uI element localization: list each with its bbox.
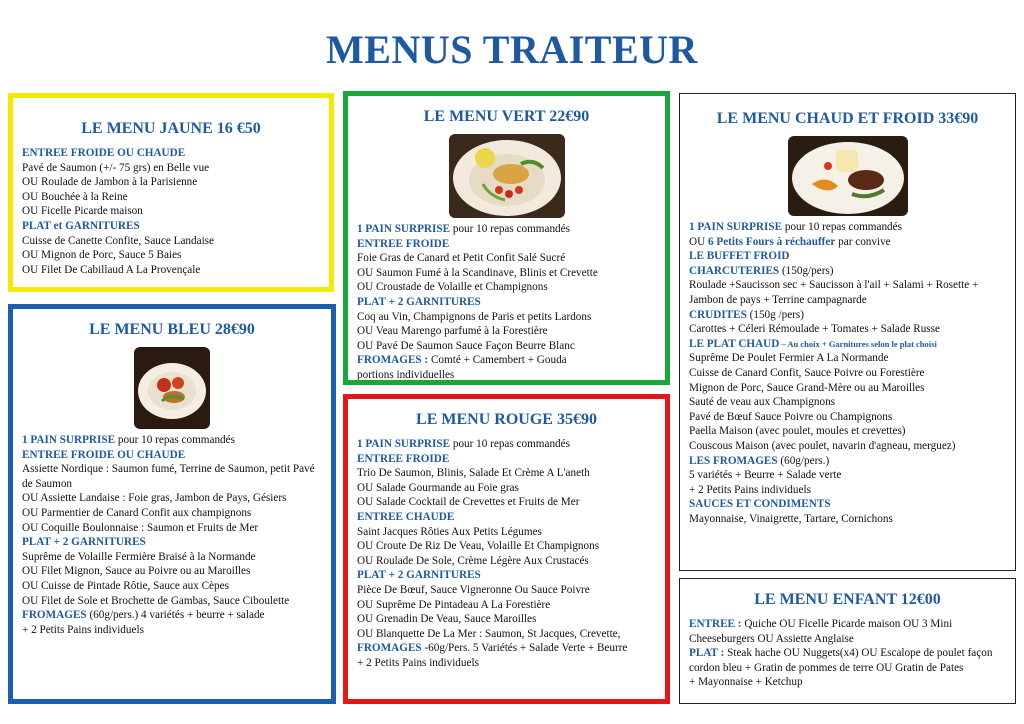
menu-rouge-title: LE MENU ROUGE 35€90: [416, 411, 597, 428]
menu-line: [22, 564, 322, 579]
line-text: Pavé de Saumon (+/- 75 grs) en Belle vue: [22, 161, 210, 174]
menu-line: [357, 280, 656, 295]
line-text: (60g/pers.): [777, 454, 830, 467]
line-text: OU Filet de Sole et Brochette de Gambas, Sauce Ciboulette: [22, 594, 290, 607]
line-text: OU Veau Marengo parfumé à la Forestière: [357, 325, 548, 338]
line-text: ENTREE FROIDE: [357, 452, 450, 465]
menu-vert-lines: [357, 222, 656, 383]
menu-jaune-lines: [22, 146, 320, 277]
menu-line: [357, 612, 656, 627]
menu-vert-title: LE MENU VERT 22€90: [423, 108, 590, 125]
menu-rouge-box: [343, 394, 670, 704]
line-text: OU Mignon de Porc, Sauce 5 Baies: [22, 249, 182, 262]
line-text: PLAT + 2 GARNITURES: [22, 536, 146, 549]
dish-photo-vert: [449, 134, 565, 218]
line-heading: PLAT :: [689, 647, 725, 660]
menu-line: [22, 608, 322, 623]
line-text: (150g/pers): [779, 264, 834, 277]
menu-bleu-lines: [22, 433, 322, 637]
menu-line: [689, 617, 1006, 646]
line-text: OU Parmentier de Canard Confit aux champignons: [22, 506, 252, 519]
menu-line: [357, 295, 656, 310]
line-text: OU Croute De Riz De Veau, Volaille Et Champignons: [357, 540, 600, 553]
menu-line: [689, 646, 1006, 675]
dish-photo-bleu: [134, 347, 210, 429]
menu-enfant-title: LE MENU ENFANT 12€00: [754, 591, 941, 608]
menu-line: [689, 395, 1006, 410]
menu-line: [689, 410, 1006, 425]
line-text: Comté + Camembert + Gouda: [428, 354, 567, 367]
line-heading: ENTREE :: [689, 618, 742, 630]
menu-bleu-box: [8, 304, 336, 704]
menu-line: [22, 623, 322, 638]
menu-line: [689, 439, 1006, 454]
line-text: Cuisse de Canard Confit, Sauce Poivre ou Forestière: [689, 366, 925, 379]
line-heading: 6 Petits Fours à réchauffer: [707, 235, 836, 248]
line-text: OU Roulade de Jambon à la Parisienne: [22, 176, 198, 189]
line-text: + Mayonnaise + Ketchup: [689, 676, 803, 689]
menu-line: [22, 219, 320, 234]
menu-line: [357, 324, 656, 339]
menu-line: [689, 366, 1006, 381]
line-text: Carottes + Céleri Rémoulade + Tomates + Salade Russe: [689, 323, 940, 336]
menu-enfant-lines: [689, 617, 1006, 690]
line-text: Coq au Vin, Champignons de Paris et petits Lardons: [357, 310, 592, 323]
line-text: 5 variétés + Beurre + Salade verte: [689, 469, 842, 482]
menu-line: [22, 491, 322, 506]
line-text: OU Coquille Boulonnaise : Saumon et Fruits de Mer: [22, 521, 259, 534]
line-heading: 1 PAIN SURPRISE: [357, 438, 451, 450]
line-text: ENTREE FROIDE: [357, 237, 450, 250]
menu-line: [357, 510, 656, 525]
menu-chaud-froid-box: [679, 93, 1016, 571]
menu-line: [22, 190, 320, 205]
page-title: MENUS TRAITEUR: [326, 27, 698, 72]
line-heading: 1 PAIN SURPRISE: [22, 434, 116, 446]
menu-line: [689, 512, 1006, 527]
line-heading: 1 PAIN SURPRISE: [357, 223, 451, 235]
menu-line: [689, 235, 1006, 250]
line-text: Suprême de Volaille Fermière Braisé à la Normande: [22, 550, 256, 563]
line-text: OU Grenadin De Veau, Sauce Maroilles: [357, 613, 537, 626]
line-text: ENTREE FROIDE OU CHAUDE: [22, 147, 186, 159]
menu-line: [22, 263, 320, 278]
line-text: OU Cuisse de Pintade Rôtie, Sauce aux Cèpes: [22, 579, 229, 592]
menu-jaune-box: [8, 93, 334, 292]
menu-vert-box: [343, 91, 670, 385]
line-text: OU Roulade De Sole, Crème Légère Aux Crustacés: [357, 554, 589, 567]
menu-line: [689, 278, 1006, 307]
menu-line: [357, 368, 656, 383]
line-text: OU Salade Gourmande au Foie gras: [357, 481, 519, 494]
menu-line: [689, 337, 1006, 352]
dish-photo-chaud-froid: [788, 136, 908, 216]
menu-line: [22, 462, 322, 491]
menu-line: [689, 424, 1006, 439]
line-text: Quiche OU Ficelle Picarde maison OU 3 Mini Cheeseburgers OU Assiette Anglaise: [689, 618, 953, 645]
menu-line: [22, 234, 320, 249]
menu-line: [689, 249, 1006, 264]
line-text: Couscous Maison (avec poulet, navarin d'agneau, merguez): [689, 439, 956, 452]
menu-line: [689, 381, 1006, 396]
line-text: pour 10 repas commandés: [450, 438, 570, 450]
menu-rouge-lines: [357, 437, 656, 671]
line-text: Pavé de Bœuf Sauce Poivre ou Champignons: [689, 410, 893, 423]
menu-line: [22, 175, 320, 190]
line-text: OU Filet Mignon, Sauce au Poivre ou au Maroilles: [22, 565, 251, 578]
line-text: PLAT + 2 GARNITURES: [357, 295, 481, 308]
menu-bleu-title: LE MENU BLEU 28€90: [89, 321, 255, 338]
line-text: pour 10 repas commandés: [115, 434, 235, 446]
menu-line: [357, 237, 656, 252]
menu-line: [22, 550, 322, 565]
line-text: OU Saumon Fumé à la Scandinave, Blinis et Crevette: [357, 266, 598, 279]
line-text: Saint Jacques Rôties Aux Petits Légumes: [357, 525, 542, 538]
line-text: PLAT + 2 GARNITURES: [357, 569, 481, 582]
line-text: Roulade +Saucisson sec + Saucisson à l'ail + Salami + Rosette + Jambon de pays + Terrine campagnarde: [689, 279, 979, 306]
line-text: (60g/pers.) 4 variétés + beurre + salade: [86, 609, 265, 622]
menu-line: [357, 568, 656, 583]
menu-line: [357, 222, 656, 237]
menu-line: [689, 675, 1006, 690]
line-text: Trio De Saumon, Blinis, Salade Et Crème A L'aneth: [357, 467, 590, 480]
menu-line: [357, 583, 656, 598]
menu-line: [689, 483, 1006, 498]
menu-line: [357, 525, 656, 540]
menu-line: [689, 351, 1006, 366]
line-text: LE BUFFET FROID: [689, 250, 790, 263]
line-heading: LES FROMAGES: [689, 454, 778, 467]
line-text: + 2 Petits Pains individuels: [357, 656, 479, 669]
menu-line: [689, 308, 1006, 323]
line-text: SAUCES ET CONDIMENTS: [689, 498, 831, 511]
menu-line: [357, 641, 656, 656]
line-heading: CRUDITES: [689, 308, 747, 321]
menu-line: [689, 322, 1006, 337]
menu-line: [22, 579, 322, 594]
menu-chaud-froid-title: LE MENU CHAUD ET FROID 33€90: [716, 110, 979, 127]
line-text: par convive: [835, 235, 891, 248]
line-text: OU Bouchée à la Reine: [22, 190, 128, 203]
line-text: pour 10 repas commandés: [782, 221, 902, 233]
menu-line: [22, 248, 320, 263]
line-text: OU Pavé De Saumon Sauce Façon Beurre Blanc: [357, 339, 575, 352]
line-text: + 2 Petits Pains individuels: [22, 623, 144, 636]
menu-line: [689, 454, 1006, 469]
menu-chaud-froid-lines: [689, 220, 1006, 526]
line-text: ENTREE CHAUDE: [357, 510, 455, 523]
line-text: Steak hache OU Nuggets(x4) OU Escalope de poulet façon cordon bleu + Gratin de pommes de terre OU Gratin de Pates: [689, 647, 993, 674]
line-heading: LE PLAT CHAUD: [689, 337, 780, 350]
line-text: Foie Gras de Canard et Petit Confit Salé Sucré: [357, 252, 566, 265]
line-text: OU Ficelle Picarde maison: [22, 205, 143, 218]
line-text: + 2 Petits Pains individuels: [689, 483, 811, 496]
menu-line: [22, 146, 320, 161]
menu-line: [357, 310, 656, 325]
menu-line: [22, 433, 322, 448]
menu-line: [357, 466, 656, 481]
menu-line: [22, 506, 322, 521]
line-text: (150g /pers): [746, 308, 804, 321]
line-text: ENTREE FROIDE OU CHAUDE: [22, 448, 186, 461]
line-heading: OU: [689, 235, 708, 248]
line-heading: FROMAGES :: [357, 354, 429, 367]
menu-line: [689, 497, 1006, 512]
line-heading: 1 PAIN SURPRISE: [689, 221, 783, 233]
menu-line: [357, 656, 656, 671]
menu-line: [357, 266, 656, 281]
menu-line: [357, 598, 656, 613]
menu-line: [22, 161, 320, 176]
line-text: Paella Maison (avec poulet, moules et crevettes): [689, 425, 906, 438]
menu-line: [357, 554, 656, 569]
menu-jaune-title: LE MENU JAUNE 16 €50: [81, 120, 261, 137]
menu-line: [22, 594, 322, 609]
menu-line: [22, 204, 320, 219]
line-text: Suprême De Poulet Fermier A La Normande: [689, 352, 889, 365]
line-heading: FROMAGES: [22, 609, 87, 622]
line-text: Assiette Nordique : Saumon fumé, Terrine de Saumon, petit Pavé de Saumon: [22, 463, 315, 490]
menu-line: [357, 353, 656, 368]
menu-line: [357, 481, 656, 496]
menu-line: [357, 452, 656, 467]
line-text: Pièce De Bœuf, Sauce Vigneronne Ou Sauce Poivre: [357, 583, 590, 596]
line-text: pour 10 repas commandés: [450, 223, 570, 235]
menu-line: [357, 339, 656, 354]
line-text: PLAT et GARNITURES: [22, 219, 140, 232]
menu-line: [357, 539, 656, 554]
line-heading: CHARCUTERIES: [689, 264, 780, 277]
menu-line: [689, 264, 1006, 279]
line-text: OU Croustade de Volaille et Champignons: [357, 281, 548, 294]
menu-line: [357, 495, 656, 510]
menu-line: [689, 468, 1006, 483]
menu-line: [357, 437, 656, 452]
line-text: OU Blanquette De La Mer : Saumon, St Jacques, Crevette,: [357, 627, 621, 640]
line-text: OU Suprême De Pintadeau A La Forestière: [357, 598, 551, 611]
menu-line: [22, 521, 322, 536]
line-text: OU Assiette Landaise : Foie gras, Jambon de Pays, Gésiers: [22, 492, 287, 505]
line-text: OU Filet De Cabillaud A La Provençale: [22, 263, 201, 276]
line-text: -60g/Pers. 5 Variétés + Salade Verte + Beurre: [421, 642, 628, 655]
menu-line: [22, 535, 322, 550]
line-note: – Au choix + Garnitures selon le plat choisi: [779, 338, 937, 349]
line-text: OU Salade Cocktail de Crevettes et Fruits de Mer: [357, 496, 580, 509]
line-text: Mayonnaise, Vinaigrette, Tartare, Cornichons: [689, 512, 893, 525]
menu-line: [357, 627, 656, 642]
line-heading: FROMAGES: [357, 642, 422, 655]
menu-enfant-box: [679, 578, 1016, 704]
line-text: Sauté de veau aux Champignons: [689, 396, 836, 409]
line-text: Cuisse de Canette Confite, Sauce Landaise: [22, 234, 214, 247]
menu-line: [689, 220, 1006, 235]
line-text: Mignon de Porc, Sauce Grand-Mère ou au Maroilles: [689, 381, 925, 394]
menu-line: [357, 251, 656, 266]
menu-line: [22, 448, 322, 463]
line-text: portions individuelles: [357, 368, 455, 381]
